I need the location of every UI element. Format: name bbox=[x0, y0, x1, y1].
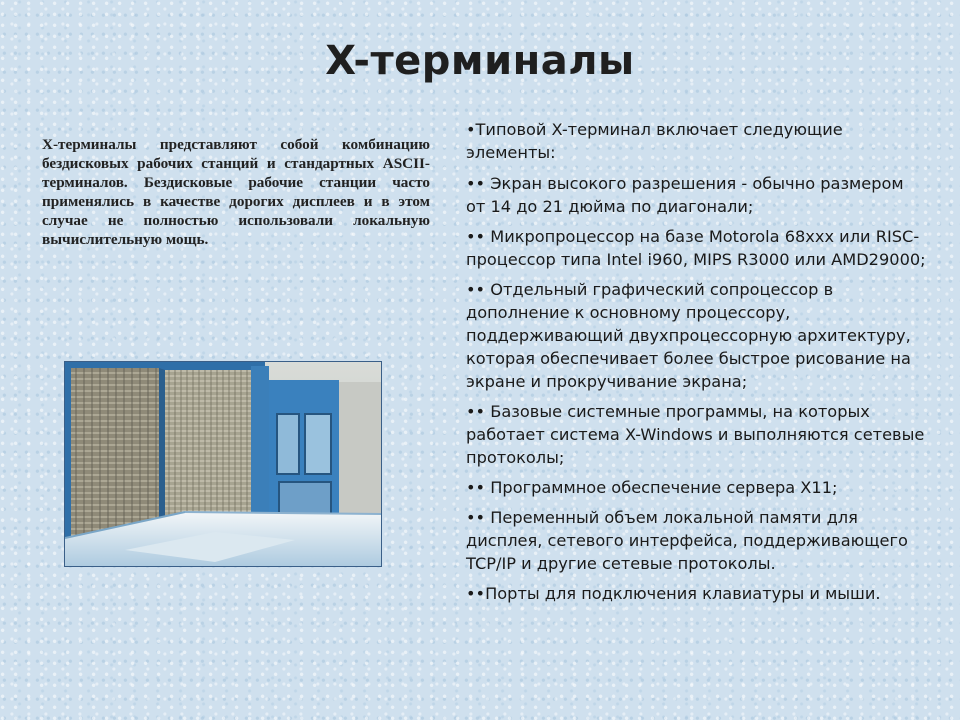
features-lead: •Типовой X-терминал включает следующие элементы: bbox=[466, 120, 843, 162]
intro-paragraph: X-терминалы представляют собой комбинацию бездисковых рабочих станций и стандартных ASCII- терминалов. Бездисковые рабочие станции часто применялись в качестве дорогих дисплеев и в этом случае не полностью использовали локальную вычислительную мощь. bbox=[42, 136, 430, 248]
page-title: X-терминалы bbox=[325, 38, 635, 84]
features-list bbox=[466, 118, 926, 605]
list-item-display: •• Экран высокого разрешения - обычно размером от 14 до 21 дюйма по диагонали; bbox=[466, 174, 904, 216]
list-item-system-software: •• Базовые системные программы, на которых работает система X-Windows и выполняются сетевые протоколы; bbox=[466, 402, 925, 467]
list-item-local-memory: •• Переменный объем локальной памяти для дисплея, сетевого интерфейса, поддерживающего TCP/IP и другие сетевые протоколы. bbox=[466, 508, 908, 573]
list-item-microprocessor: •• Микропроцессор на базе Motorola 68xxx или RISC-процессор типа Intel i960, MIPS R3000 или AMD29000; bbox=[466, 227, 926, 269]
equipment-cabinet-photo-icon bbox=[65, 362, 381, 566]
list-item-ports: ••Порты для подключения клавиатуры и мыши. bbox=[466, 584, 881, 603]
list-item-x11-server: •• Программное обеспечение сервера X11; bbox=[466, 478, 838, 497]
list-item-graphics-coprocessor: •• Отдельный графический сопроцессор в дополнение к основному процессору, поддерживающий двухпроцессорную архитектуру, которая обеспечивает более быстрое рисование на экране и прокручивание экрана; bbox=[466, 280, 911, 391]
equipment-photo bbox=[64, 361, 382, 567]
